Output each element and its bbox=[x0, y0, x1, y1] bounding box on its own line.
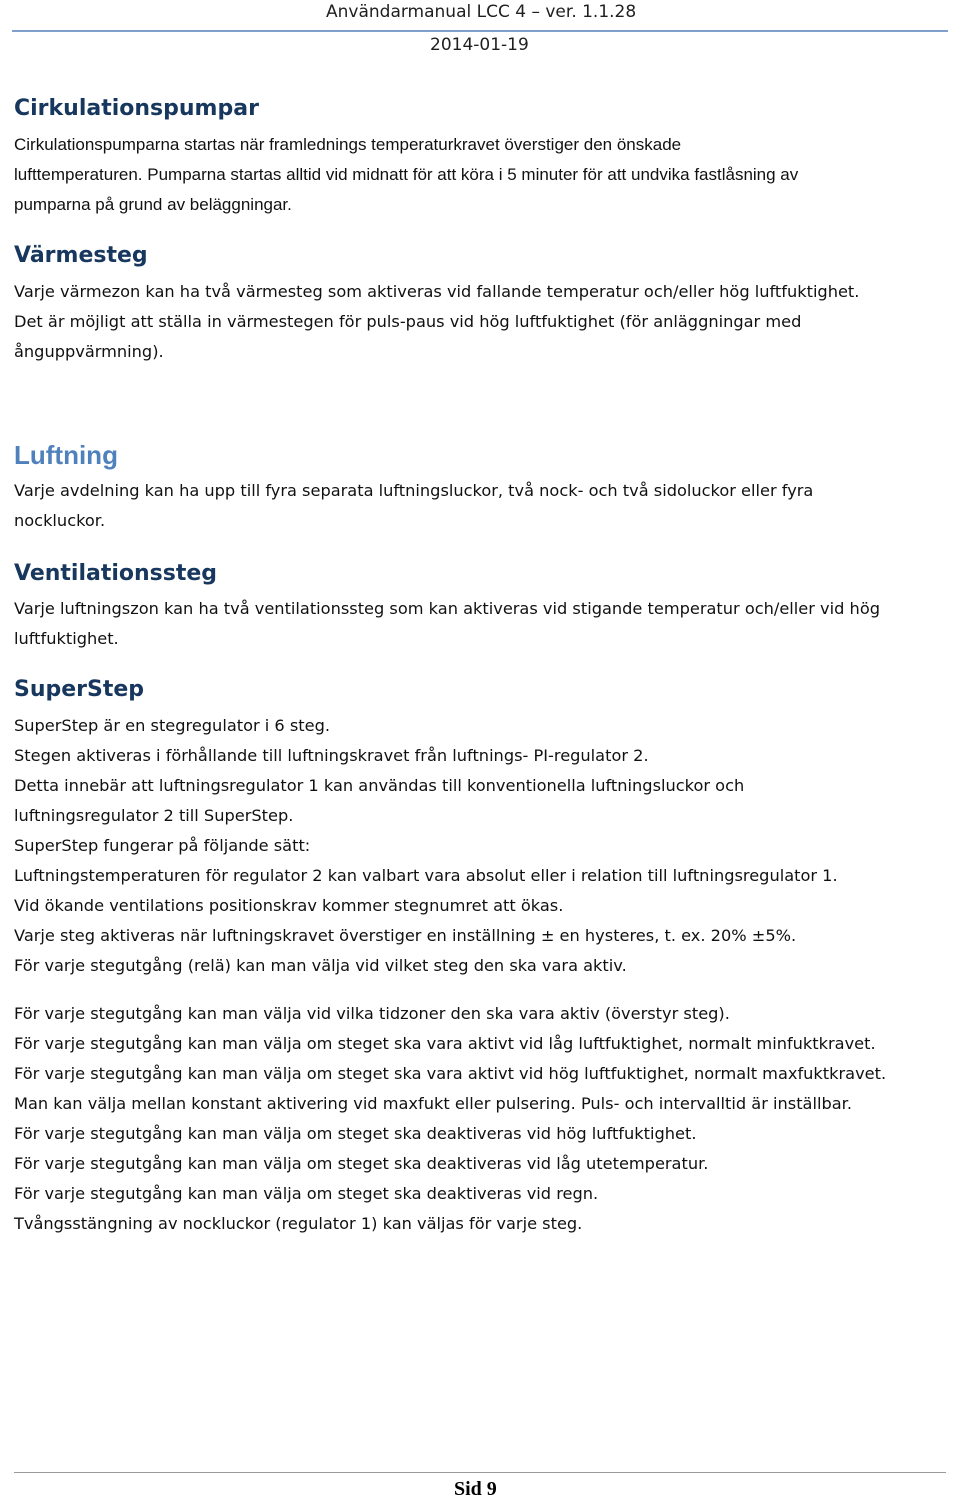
document-date: 2014-01-19 bbox=[430, 35, 529, 55]
page-number: Sid 9 bbox=[454, 1478, 497, 1500]
text-line: luftningsregulator 2 till SuperStep. bbox=[14, 806, 294, 825]
text-line: Cirkulationspumparna startas när framlednings temperaturkravet överstiger den önskade bbox=[14, 135, 682, 154]
text-line: Varje avdelning kan ha upp till fyra separata luftningsluckor, två nock- och två sidoluckor eller fyra bbox=[14, 481, 814, 500]
heading-luftning: Luftning bbox=[14, 440, 118, 470]
text-line: För varje stegutgång (relä) kan man välja vid vilket steg den ska vara aktiv. bbox=[14, 956, 627, 975]
paragraph-cirkulationspumpar bbox=[14, 130, 946, 220]
text-line: luftfuktighet. bbox=[14, 629, 119, 648]
text-line: För varje stegutgång kan man välja om steget ska vara aktivt vid låg luftfuktighet, normalt minfuktkravet. bbox=[14, 1034, 876, 1053]
text-line: Vid ökande ventilations positionskrav kommer stegnumret att ökas. bbox=[14, 896, 564, 915]
text-line: Stegen aktiveras i förhållande till luftningskravet från luftnings- PI-regulator 2. bbox=[14, 746, 649, 765]
text-line: ånguppvärmning). bbox=[14, 342, 164, 361]
text-line: pumparna på grund av beläggningar. bbox=[14, 195, 292, 214]
paragraph-varmesteg bbox=[14, 277, 946, 367]
text-line: Varje luftningszon kan ha två ventilationssteg som kan aktiveras vid stigande temperatur och/eller vid hög bbox=[14, 599, 880, 618]
text-line: För varje stegutgång kan man välja om steget ska deaktiveras vid regn. bbox=[14, 1184, 599, 1203]
text-line: För varje stegutgång kan man välja vid vilka tidzoner den ska vara aktiv (överstyr steg). bbox=[14, 1004, 730, 1023]
text-line: SuperStep fungerar på följande sätt: bbox=[14, 836, 311, 855]
text-line: För varje stegutgång kan man välja om steget ska deaktiveras vid hög luftfuktighet. bbox=[14, 1124, 697, 1143]
heading-cirkulationspumpar: Cirkulationspumpar bbox=[14, 96, 259, 121]
text-line: Detta innebär att luftningsregulator 1 kan användas till konventionella luftningsluckor och bbox=[14, 776, 745, 795]
text-line: Varje steg aktiveras när luftningskravet överstiger en inställning ± en hysteres, t. ex. 20% ±5%. bbox=[14, 926, 797, 945]
text-line: För varje stegutgång kan man välja om steget ska vara aktivt vid hög luftfuktighet, normalt maxfuktkravet. bbox=[14, 1064, 887, 1083]
text-line: För varje stegutgång kan man välja om steget ska deaktiveras vid låg utetemperatur. bbox=[14, 1154, 709, 1173]
paragraph-ventilationssteg bbox=[14, 594, 946, 654]
document-title: Användarmanual LCC 4 – ver. 1.1.28 bbox=[326, 2, 637, 22]
text-line: Tvångsstängning av nockluckor (regulator 1) kan väljas för varje steg. bbox=[14, 1214, 583, 1233]
header-divider bbox=[12, 30, 948, 32]
footer-divider bbox=[14, 1472, 946, 1473]
text-line: Luftningstemperaturen för regulator 2 kan valbart vara absolut eller i relation till luftningsregulator 1. bbox=[14, 866, 838, 885]
paragraph-superstep-options bbox=[14, 999, 946, 1239]
heading-ventilationssteg: Ventilationssteg bbox=[14, 561, 218, 586]
text-line: lufttemperaturen. Pumparna startas alltid vid midnatt för att köra i 5 minuter för att undvika fastlåsning av bbox=[14, 165, 799, 184]
heading-superstep: SuperStep bbox=[14, 677, 145, 702]
text-line: Det är möjligt att ställa in värmestegen för puls-paus vid hög luftfuktighet (för anläggningar med bbox=[14, 312, 802, 331]
text-line: Man kan välja mellan konstant aktivering vid maxfukt eller pulsering. Puls- och intervalltid är inställbar. bbox=[14, 1094, 852, 1113]
heading-varmesteg: Värmesteg bbox=[14, 243, 148, 268]
text-line: SuperStep är en stegregulator i 6 steg. bbox=[14, 716, 331, 735]
text-line: nockluckor. bbox=[14, 511, 106, 530]
text-line: Varje värmezon kan ha två värmesteg som aktiveras vid fallande temperatur och/eller hög luftfuktighet. bbox=[14, 282, 860, 301]
paragraph-luftning bbox=[14, 476, 946, 536]
paragraph-superstep bbox=[14, 711, 946, 981]
